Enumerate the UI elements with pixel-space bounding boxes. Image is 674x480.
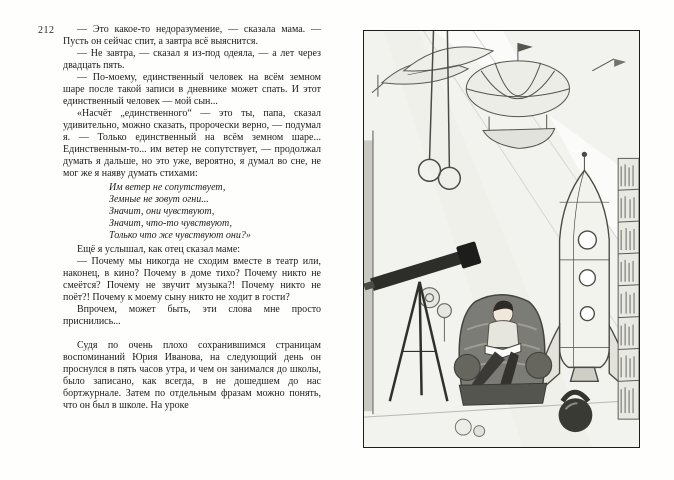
paragraph: Судя по очень плохо сохранившимся страницам воспоминаний Юрия Иванова, на следующий день он проснулся в пять часов утра, и чем он занимался до школы, было записано, как всегда, в не дошедшем до нас бортжурнале. Затем по отдельным фразам можно понять, что он был в школе. На уроке <box>63 340 321 411</box>
verse-block <box>109 182 321 242</box>
illustration-wall-edge <box>364 131 373 415</box>
illustration-svg <box>364 31 639 447</box>
verse-line: Им ветер не сопутствует, <box>109 182 226 193</box>
verse-line: Значит, они чувствуют, <box>109 206 215 217</box>
page-text-column <box>63 24 321 412</box>
illustration-armchair-boy <box>454 295 551 405</box>
paragraph: Впрочем, может быть, эти слова мне просто приснились... <box>63 304 321 327</box>
paragraph: «Насчёт „единственного“ — это ты, папа, сказал удивительно, можно сказать, пророчески верно, — подумал я. — Только единственный на всём земном шаре... Единственным-то... им ветер не сопутствует, — продолжал думать я дальше, но это уже, вероятно, я думал во сне, не мог же я наяву думать стихами: <box>63 108 321 179</box>
paragraph: — Не завтра, — сказал я из-под одеяла, — а лет через двадцать пять. <box>63 48 321 71</box>
verse-line: Только что же чувствуют они?» <box>109 230 251 241</box>
paragraph: — Почему мы никогда не сходим вместе в театр или, наконец, в кино? Почему в доме тихо? Почему никто не смеётся? Почему не звучит музыка?! Почему никто не поёт?! Почему к моему сыну никто не ходит в гости? <box>63 256 321 303</box>
paragraph: — По-моему, единственный человек на всём земном шаре после такой записи в дневнике может спать. И этот единственный человек — мой сын... <box>63 72 321 107</box>
paragraph: — Это какое-то недоразумение, — сказала мама. — Пусть он сейчас спит, а завтра всё выяснится. <box>63 24 321 47</box>
verse-line: Значит, что-то чувствуют, <box>109 218 232 229</box>
paragraph: Ещё я услышал, как отец сказал маме: <box>77 244 241 255</box>
illustration-kettlebell <box>559 392 593 432</box>
illustration-bookshelf <box>618 158 639 419</box>
verse-line: Земные не зовут огни... <box>109 194 209 205</box>
book-illustration <box>363 30 640 448</box>
page-number: 212 <box>38 25 55 36</box>
